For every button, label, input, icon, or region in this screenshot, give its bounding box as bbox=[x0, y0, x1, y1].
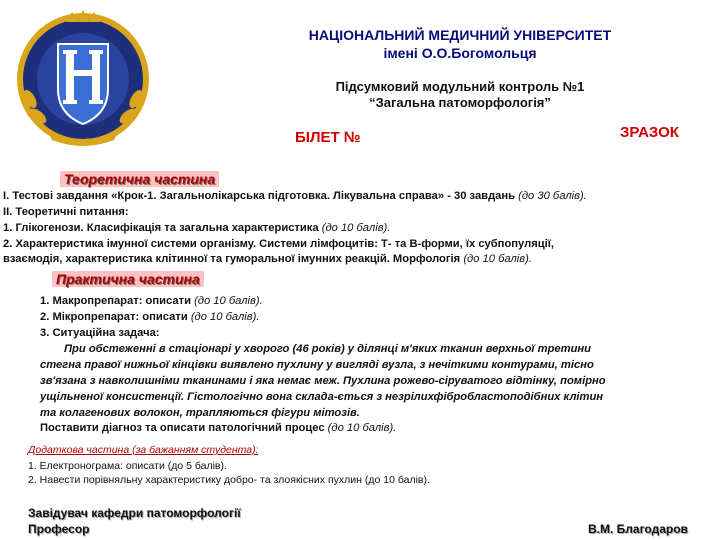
exam-subject: “Загальна патоморфологія” bbox=[369, 95, 551, 110]
practice-item-2 bbox=[40, 310, 259, 325]
practice-item-2-text: 2. Мікропрепарат: описати bbox=[40, 311, 188, 323]
theory-question-2: 2. Характеристика імунної системи організму. Системи лімфоцитів: Т- та В-форми, їх субпопуляції, bbox=[3, 238, 554, 250]
extra-item-2: 2. Навести порівняльну характеристику добро- та злоякісних пухлин (до 10 балів). bbox=[28, 474, 430, 486]
theory-tests-text: І. Тестові завдання «Крок-1. Загальнолікарська підготовка. Лікувальна справа» - 30 завдань bbox=[3, 190, 516, 202]
task-final-points: (до 10 балів). bbox=[327, 422, 397, 434]
theory-questions-heading: ІІ. Теоретичні питання: bbox=[3, 206, 129, 218]
theory-question-2-cont bbox=[3, 252, 532, 267]
theory-question-1 bbox=[3, 221, 390, 236]
theory-tests-points: (до 30 балів). bbox=[518, 190, 587, 202]
practice-item-1-text: 1. Макропрепарат: описати bbox=[40, 295, 191, 307]
task-line-1: При обстеженні в стаціонарі у хворого (46 років) у ділянці м'яких тканин верхньої третини bbox=[64, 343, 592, 355]
theory-question-2-text: взаємодія, характеристика клітинної та гуморальної імунних реакцій. Морфологія bbox=[3, 253, 461, 265]
exam-title: Підсумковий модульний контроль №1 bbox=[335, 79, 585, 94]
university-name: НАЦІОНАЛЬНИЙ МЕДИЧНИЙ УНІВЕРСИТЕТ bbox=[308, 27, 612, 43]
practice-item-1 bbox=[40, 294, 263, 309]
task-final bbox=[40, 421, 396, 436]
extra-section-title: Додаткова частина (за бажанням студента): bbox=[28, 444, 259, 456]
task-line-2: стегна правої нижньої кінцівки виявлено пухлину у вигляді вузла, з нечіткими контурами, тісно bbox=[40, 359, 594, 371]
footer-position: Завідувач кафедри патоморфології bbox=[28, 506, 241, 520]
practice-item-2-points: (до 10 балів). bbox=[190, 311, 260, 323]
footer-title: Професор bbox=[28, 522, 90, 536]
university-crest bbox=[8, 4, 158, 154]
sample-label: ЗРАЗОК bbox=[620, 124, 679, 141]
theory-question-1-text: 1. Глікогенози. Класифікація та загальна характеристика bbox=[3, 222, 319, 234]
footer-name: В.М. Благодаров bbox=[588, 522, 688, 536]
task-line-4: ущільненої консистенції. Гістологічно вона склада-ється з незрілихфібробластоподібних клітин bbox=[40, 391, 604, 403]
theory-section-title: Теоретична частина bbox=[60, 171, 219, 187]
practice-item-3: 3. Ситуаційна задача: bbox=[40, 327, 160, 339]
task-line-5: та колагенових волокон, трапляються фігури мітозів. bbox=[40, 407, 360, 419]
task-final-text: Поставити діагноз та описати патологічний процес bbox=[40, 422, 325, 434]
theory-tests bbox=[3, 189, 587, 204]
practice-section-title: Практична частина bbox=[52, 271, 204, 287]
ticket-label: БІЛЕТ № bbox=[295, 129, 361, 146]
university-named-after: імені О.О.Богомольця bbox=[383, 45, 537, 61]
theory-question-1-points: (до 10 балів). bbox=[321, 222, 391, 234]
extra-item-1: 1. Електронограма: описати (до 5 балів). bbox=[28, 460, 227, 472]
practice-item-1-points: (до 10 балів). bbox=[194, 295, 263, 307]
task-line-3: зв'язана з навколишніми тканинами і яка немає меж. Пухлина рожево-сіруватого відтінку, помірно bbox=[40, 375, 606, 387]
theory-question-2-points: (до 10 балів). bbox=[463, 253, 532, 265]
crest-icon bbox=[8, 4, 158, 154]
